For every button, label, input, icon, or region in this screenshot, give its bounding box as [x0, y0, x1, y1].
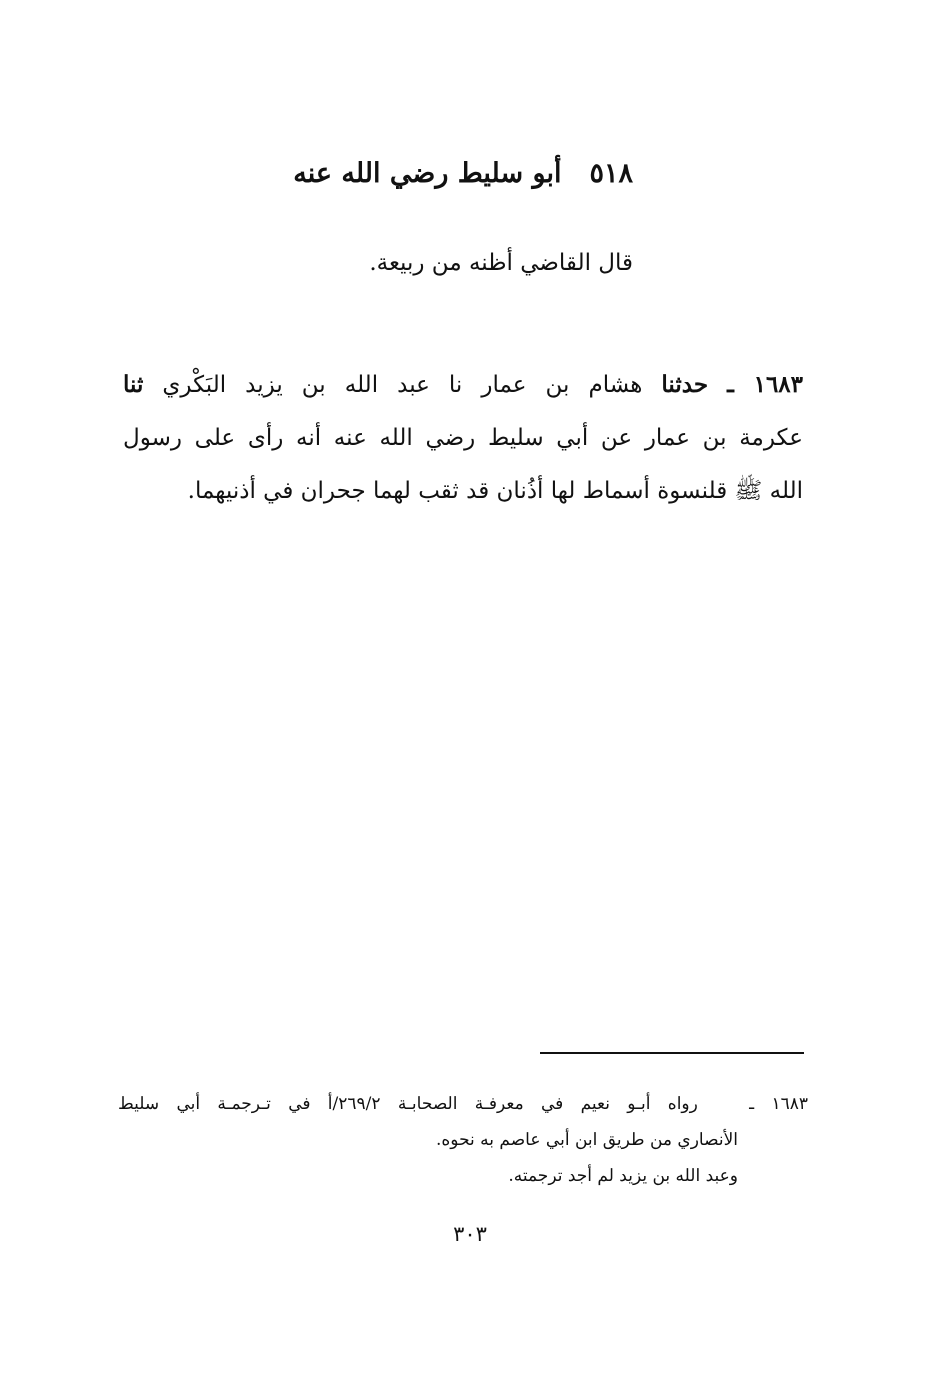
hadith-line-3: الله ﷺ قلنسوة أسماط لها أذُنان قد ثقب لهما جحران في أذنيهما. [187, 478, 803, 504]
qadi-note: قال القاضي أظنه من ربيعة. [369, 250, 633, 276]
hadith-line-2: عكرمة بن عمار عن أبي سليط رضي الله عنه أنه رأى على رسول [123, 425, 803, 451]
footnote-line-2: الأنصاري من طريق ابن أبي عاصم به نحوه. [435, 1130, 738, 1150]
footnote-text-1: رواه أبـو نعيم في معرفـة الصحابـة ٢٦٩/٢/أ في تـرجمـة أبي سليط [118, 1094, 698, 1114]
footnote-number: ١٦٨٣ ـ [749, 1094, 808, 1114]
footnote-line-1 [118, 1086, 808, 1122]
footnote-divider [540, 1052, 804, 1054]
hadith-line-1 [123, 358, 803, 412]
page-number: ٣٠٣ [453, 1222, 487, 1246]
hadith-number: ١٦٨٣ ـ [727, 371, 804, 398]
hadith-thana: ثنا [123, 371, 144, 398]
hadith-chain-part-1: هشام بن عمار نا عبد الله بن يزيد البَكْري [162, 372, 643, 398]
footnotes [118, 1086, 808, 1194]
hadith-text [123, 358, 803, 518]
chapter-number: ٥١٨ [589, 158, 633, 189]
footnote-line-3: وعبد الله بن يزيد لم أجد ترجمته. [508, 1166, 738, 1186]
chapter-title: أبو سليط رضي الله عنه [293, 158, 562, 189]
hadith-haddathana: حدثنا [661, 371, 709, 398]
chapter-heading [213, 158, 633, 189]
